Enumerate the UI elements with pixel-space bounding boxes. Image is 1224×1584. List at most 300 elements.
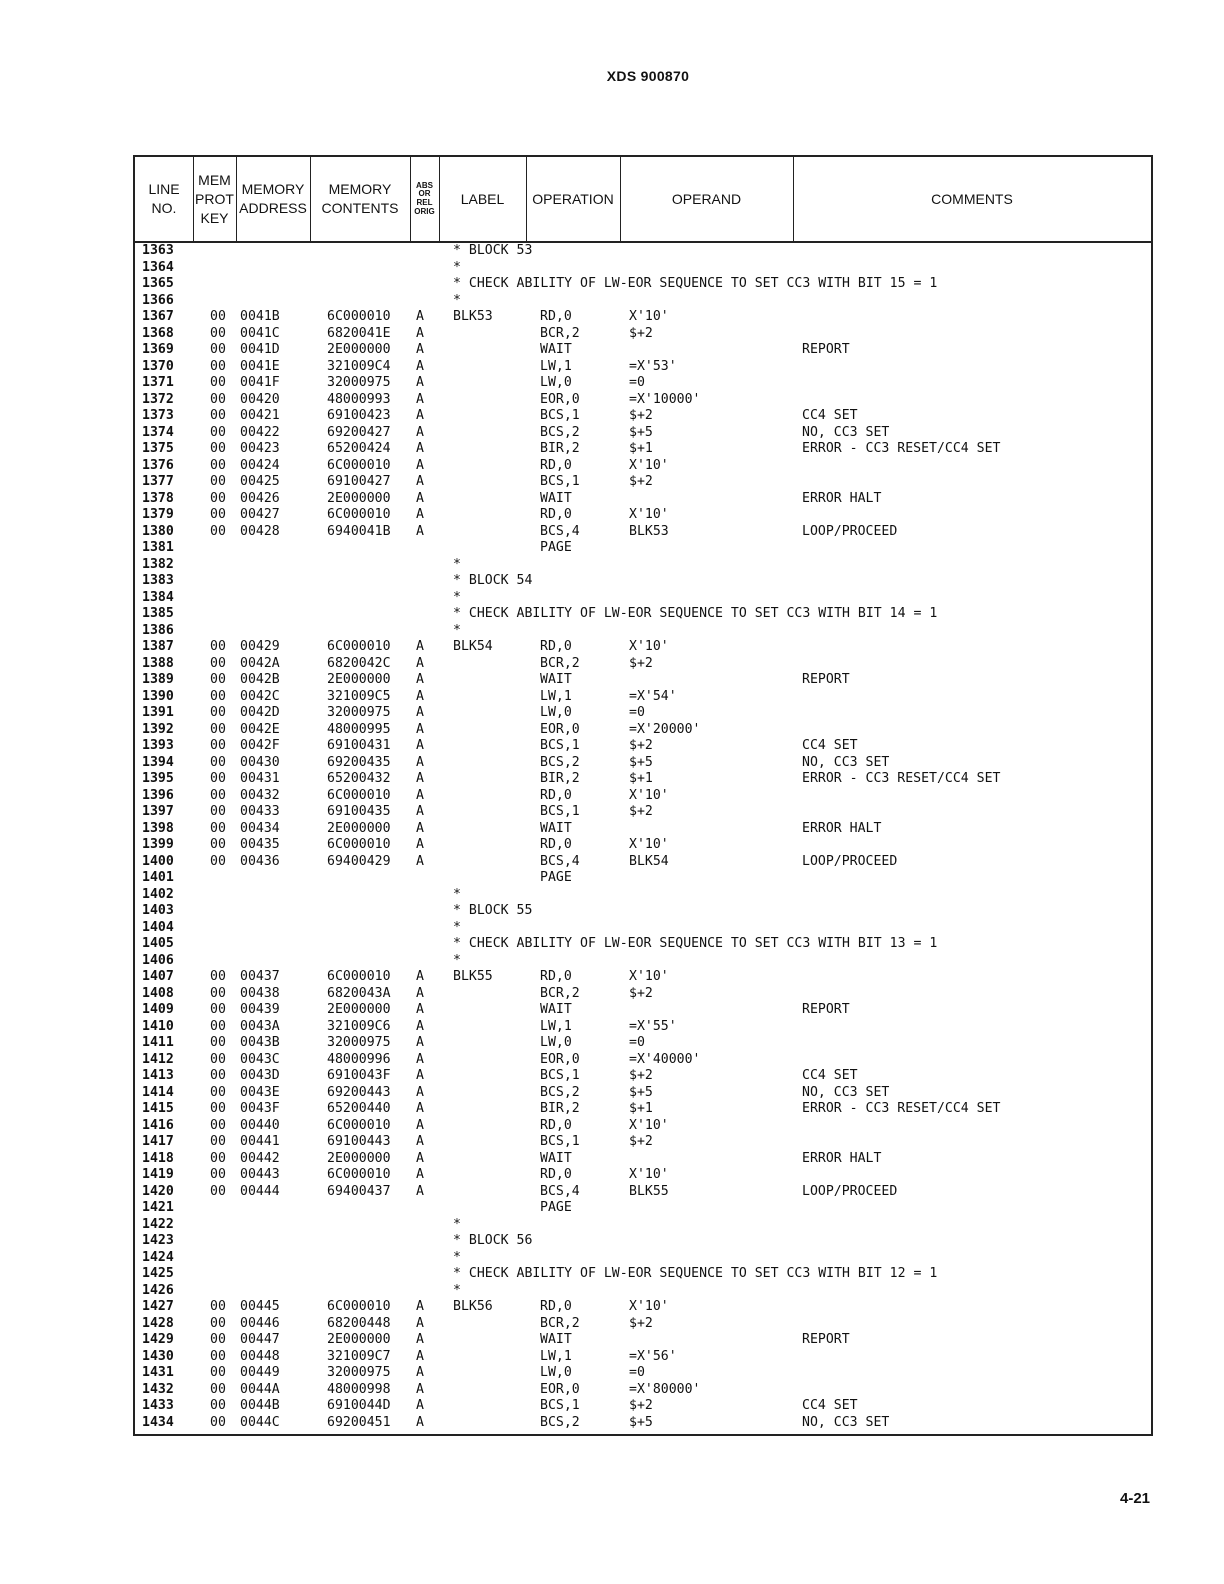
comment-line: * xyxy=(453,292,461,308)
line-number: 1396 xyxy=(142,787,174,803)
mem-prot-key: 00 xyxy=(210,1101,226,1116)
memory-contents: 6910044D xyxy=(327,1398,391,1413)
table-row xyxy=(135,309,1151,326)
table-row xyxy=(135,1266,1151,1283)
table-header xyxy=(135,157,1151,243)
comments: LOOP/PROCEED xyxy=(802,523,898,539)
mem-prot-key: 00 xyxy=(210,441,226,456)
table-row xyxy=(135,1068,1151,1085)
operand: =X'20000' xyxy=(629,721,701,737)
operation: EOR,0 xyxy=(540,1381,580,1397)
memory-address: 00432 xyxy=(240,787,280,803)
memory-contents: 6C000010 xyxy=(327,1117,391,1133)
comments: REPORT xyxy=(802,1332,850,1347)
comment-line: * BLOCK 55 xyxy=(453,903,533,918)
operand: $+2 xyxy=(629,985,653,1001)
mem-prot-key: 00 xyxy=(210,1348,226,1364)
memory-address: 0042B xyxy=(240,672,280,687)
operand: $+2 xyxy=(629,1398,653,1413)
memory-contents: 6C000010 xyxy=(327,837,391,852)
table-row xyxy=(135,887,1151,904)
abs-rel-flag: A xyxy=(416,507,424,522)
table-row xyxy=(135,1200,1151,1217)
mem-prot-key: 00 xyxy=(210,688,226,704)
table-row xyxy=(135,1299,1151,1316)
line-number: 1424 xyxy=(142,1249,174,1265)
operation: BCS,1 xyxy=(540,474,580,489)
abs-rel-flag: A xyxy=(416,820,424,836)
memory-address: 00443 xyxy=(240,1167,280,1182)
mem-prot-key: 00 xyxy=(210,1414,226,1430)
memory-address: 0043C xyxy=(240,1051,280,1067)
mem-prot-key: 00 xyxy=(210,309,226,324)
operand: =X'80000' xyxy=(629,1381,701,1397)
operation: RD,0 xyxy=(540,787,572,803)
mem-prot-key: 00 xyxy=(210,358,226,374)
abs-rel-flag: A xyxy=(416,523,424,539)
abs-rel-flag: A xyxy=(416,705,424,720)
operand: $+2 xyxy=(629,1315,653,1331)
comments: NO, CC3 SET xyxy=(802,1414,890,1430)
table-row xyxy=(135,524,1151,541)
comment-line: * BLOCK 56 xyxy=(453,1233,533,1248)
memory-address: 00428 xyxy=(240,523,280,539)
mem-prot-key: 00 xyxy=(210,771,226,786)
mem-prot-key: 00 xyxy=(210,490,226,506)
memory-address: 00420 xyxy=(240,391,280,407)
memory-contents: 6820042C xyxy=(327,655,391,671)
line-number: 1399 xyxy=(142,837,174,852)
mem-prot-key: 00 xyxy=(210,391,226,407)
operation: BCS,2 xyxy=(540,1084,580,1100)
mem-prot-key: 00 xyxy=(210,1167,226,1182)
abs-rel-flag: A xyxy=(416,358,424,374)
operation: WAIT xyxy=(540,1150,572,1166)
abs-rel-flag: A xyxy=(416,325,424,341)
operand: =X'54' xyxy=(629,688,677,704)
table-row xyxy=(135,689,1151,706)
label: BLK53 xyxy=(453,309,493,324)
memory-address: 0042A xyxy=(240,655,280,671)
table-row xyxy=(135,1134,1151,1151)
operation: PAGE xyxy=(540,1200,572,1215)
memory-contents: 2E000000 xyxy=(327,342,391,357)
memory-address: 0042C xyxy=(240,688,280,704)
memory-contents: 69400429 xyxy=(327,853,391,869)
mem-prot-key: 00 xyxy=(210,804,226,819)
abs-rel-flag: A xyxy=(416,1117,424,1133)
memory-address: 0044B xyxy=(240,1398,280,1413)
memory-contents: 32000975 xyxy=(327,705,391,720)
table-row xyxy=(135,1184,1151,1201)
line-number: 1368 xyxy=(142,325,174,341)
operation: BCS,1 xyxy=(540,804,580,819)
line-number: 1406 xyxy=(142,952,174,968)
memory-contents: 32000975 xyxy=(327,1035,391,1050)
table-row xyxy=(135,1085,1151,1102)
memory-address: 00444 xyxy=(240,1183,280,1199)
abs-rel-flag: A xyxy=(416,1150,424,1166)
table-row xyxy=(135,1002,1151,1019)
operation: LW,0 xyxy=(540,1365,572,1380)
abs-rel-flag: A xyxy=(416,441,424,456)
mem-prot-key: 00 xyxy=(210,457,226,473)
table-row xyxy=(135,903,1151,920)
abs-rel-flag: A xyxy=(416,853,424,869)
memory-contents: 321009C5 xyxy=(327,688,391,704)
operation: LW,1 xyxy=(540,1348,572,1364)
line-number: 1388 xyxy=(142,655,174,671)
memory-address: 00421 xyxy=(240,408,280,423)
operation: WAIT xyxy=(540,342,572,357)
abs-rel-flag: A xyxy=(416,985,424,1001)
operand: $+5 xyxy=(629,1084,653,1100)
table-row xyxy=(135,788,1151,805)
table-row xyxy=(135,870,1151,887)
abs-rel-flag: A xyxy=(416,1381,424,1397)
table-row xyxy=(135,705,1151,722)
line-number: 1394 xyxy=(142,754,174,770)
line-number: 1378 xyxy=(142,490,174,506)
comments: CC4 SET xyxy=(802,1398,858,1413)
line-number: 1430 xyxy=(142,1348,174,1364)
table-row xyxy=(135,1365,1151,1382)
line-number: 1431 xyxy=(142,1365,174,1380)
memory-address: 00445 xyxy=(240,1299,280,1314)
abs-rel-flag: A xyxy=(416,1348,424,1364)
memory-contents: 2E000000 xyxy=(327,1002,391,1017)
memory-contents: 2E000000 xyxy=(327,1150,391,1166)
memory-contents: 68200448 xyxy=(327,1315,391,1331)
label: BLK54 xyxy=(453,639,493,654)
listing-rows xyxy=(135,243,1151,1431)
line-number: 1363 xyxy=(142,243,174,258)
memory-address: 00424 xyxy=(240,457,280,473)
abs-rel-flag: A xyxy=(416,738,424,753)
table-row xyxy=(135,1332,1151,1349)
comment-line: * CHECK ABILITY OF LW-EOR SEQUENCE TO SET CC3 WITH BIT 13 = 1 xyxy=(453,936,938,951)
line-number: 1366 xyxy=(142,292,174,308)
memory-address: 00441 xyxy=(240,1134,280,1149)
table-row xyxy=(135,458,1151,475)
comment-line: * CHECK ABILITY OF LW-EOR SEQUENCE TO SET CC3 WITH BIT 15 = 1 xyxy=(453,276,938,291)
abs-rel-flag: A xyxy=(416,1002,424,1017)
memory-contents: 65200432 xyxy=(327,771,391,786)
operation: BCS,2 xyxy=(540,1414,580,1430)
memory-contents: 69100427 xyxy=(327,474,391,489)
line-number: 1367 xyxy=(142,309,174,324)
comments: REPORT xyxy=(802,1002,850,1017)
comments: LOOP/PROCEED xyxy=(802,853,898,869)
table-row xyxy=(135,342,1151,359)
operation: RD,0 xyxy=(540,969,572,984)
line-number: 1419 xyxy=(142,1167,174,1182)
line-number: 1384 xyxy=(142,589,174,605)
line-number: 1401 xyxy=(142,870,174,885)
table-row xyxy=(135,804,1151,821)
comment-line: * xyxy=(453,1216,461,1232)
table-row xyxy=(135,359,1151,376)
memory-contents: 6820041E xyxy=(327,325,391,341)
comment-line: * xyxy=(453,589,461,605)
operation: RD,0 xyxy=(540,457,572,473)
comments: NO, CC3 SET xyxy=(802,754,890,770)
abs-rel-flag: A xyxy=(416,490,424,506)
memory-contents: 321009C6 xyxy=(327,1018,391,1034)
line-number: 1392 xyxy=(142,721,174,737)
operation: WAIT xyxy=(540,490,572,506)
memory-contents: 321009C7 xyxy=(327,1348,391,1364)
line-number: 1387 xyxy=(142,639,174,654)
mem-prot-key: 00 xyxy=(210,639,226,654)
comment-line: * xyxy=(453,622,461,638)
operation: RD,0 xyxy=(540,1117,572,1133)
memory-contents: 69100435 xyxy=(327,804,391,819)
memory-address: 0041B xyxy=(240,309,280,324)
mem-prot-key: 00 xyxy=(210,408,226,423)
comment-line: * xyxy=(453,1282,461,1298)
comment-line: * BLOCK 53 xyxy=(453,243,533,258)
operand: $+2 xyxy=(629,804,653,819)
memory-contents: 69100443 xyxy=(327,1134,391,1149)
operation: BCS,1 xyxy=(540,408,580,423)
operand: =0 xyxy=(629,1365,645,1380)
line-number: 1420 xyxy=(142,1183,174,1199)
table-row xyxy=(135,722,1151,739)
operation: WAIT xyxy=(540,1002,572,1017)
line-number: 1405 xyxy=(142,936,174,951)
comment-line: * xyxy=(453,556,461,572)
operation: BCS,4 xyxy=(540,853,580,869)
abs-rel-flag: A xyxy=(416,1051,424,1067)
table-row xyxy=(135,1233,1151,1250)
memory-address: 00430 xyxy=(240,754,280,770)
line-number: 1425 xyxy=(142,1266,174,1281)
header-line-no: LINE NO. xyxy=(148,181,180,216)
operand: $+2 xyxy=(629,325,653,341)
table-row xyxy=(135,474,1151,491)
mem-prot-key: 00 xyxy=(210,787,226,803)
comment-line: * xyxy=(453,259,461,275)
line-number: 1403 xyxy=(142,903,174,918)
comment-line: * xyxy=(453,952,461,968)
mem-prot-key: 00 xyxy=(210,738,226,753)
listing-table xyxy=(133,155,1153,1436)
memory-address: 00437 xyxy=(240,969,280,984)
table-row xyxy=(135,920,1151,937)
line-number: 1373 xyxy=(142,408,174,423)
line-number: 1409 xyxy=(142,1002,174,1017)
operation: PAGE xyxy=(540,540,572,555)
operation: BCS,4 xyxy=(540,523,580,539)
operation: RD,0 xyxy=(540,309,572,324)
comments: NO, CC3 SET xyxy=(802,1084,890,1100)
comments: REPORT xyxy=(802,672,850,687)
operand: $+5 xyxy=(629,754,653,770)
memory-contents: 6910043F xyxy=(327,1068,391,1083)
line-number: 1374 xyxy=(142,424,174,440)
abs-rel-flag: A xyxy=(416,837,424,852)
table-row xyxy=(135,375,1151,392)
memory-contents: 69100423 xyxy=(327,408,391,423)
operand: X'10' xyxy=(629,309,669,324)
line-number: 1398 xyxy=(142,820,174,836)
line-number: 1402 xyxy=(142,886,174,902)
memory-address: 0041C xyxy=(240,325,280,341)
abs-rel-flag: A xyxy=(416,391,424,407)
mem-prot-key: 00 xyxy=(210,325,226,341)
mem-prot-key: 00 xyxy=(210,342,226,357)
operand: =0 xyxy=(629,705,645,720)
table-row xyxy=(135,821,1151,838)
table-row xyxy=(135,1118,1151,1135)
line-number: 1370 xyxy=(142,358,174,374)
memory-contents: 65200424 xyxy=(327,441,391,456)
comments: ERROR HALT xyxy=(802,490,882,506)
operation: BIR,2 xyxy=(540,771,580,786)
line-number: 1415 xyxy=(142,1101,174,1116)
memory-address: 00425 xyxy=(240,474,280,489)
operand: =X'53' xyxy=(629,358,677,374)
memory-contents: 2E000000 xyxy=(327,672,391,687)
memory-address: 0042E xyxy=(240,721,280,737)
mem-prot-key: 00 xyxy=(210,1084,226,1100)
mem-prot-key: 00 xyxy=(210,1315,226,1331)
comment-line: * xyxy=(453,919,461,935)
operation: WAIT xyxy=(540,672,572,687)
memory-contents: 65200440 xyxy=(327,1101,391,1116)
operand: X'10' xyxy=(629,787,669,803)
mem-prot-key: 00 xyxy=(210,1068,226,1083)
table-row xyxy=(135,986,1151,1003)
abs-rel-flag: A xyxy=(416,1035,424,1050)
operand: BLK53 xyxy=(629,523,669,539)
table-row xyxy=(135,326,1151,343)
operation: RD,0 xyxy=(540,507,572,522)
memory-address: 0044A xyxy=(240,1381,280,1397)
memory-address: 0043F xyxy=(240,1101,280,1116)
abs-rel-flag: A xyxy=(416,688,424,704)
abs-rel-flag: A xyxy=(416,1365,424,1380)
mem-prot-key: 00 xyxy=(210,1365,226,1380)
line-number: 1372 xyxy=(142,391,174,407)
memory-address: 00449 xyxy=(240,1365,280,1380)
table-row xyxy=(135,590,1151,607)
abs-rel-flag: A xyxy=(416,342,424,357)
line-number: 1411 xyxy=(142,1035,174,1050)
mem-prot-key: 00 xyxy=(210,474,226,489)
mem-prot-key: 00 xyxy=(210,820,226,836)
abs-rel-flag: A xyxy=(416,474,424,489)
operation: EOR,0 xyxy=(540,1051,580,1067)
operation: BCS,1 xyxy=(540,1068,580,1083)
operation: BIR,2 xyxy=(540,441,580,456)
abs-rel-flag: A xyxy=(416,1068,424,1083)
abs-rel-flag: A xyxy=(416,754,424,770)
mem-prot-key: 00 xyxy=(210,853,226,869)
table-row xyxy=(135,1167,1151,1184)
operation: WAIT xyxy=(540,1332,572,1347)
operand: =0 xyxy=(629,1035,645,1050)
table-row xyxy=(135,623,1151,640)
mem-prot-key: 00 xyxy=(210,1035,226,1050)
comments: ERROR HALT xyxy=(802,820,882,836)
memory-contents: 2E000000 xyxy=(327,490,391,506)
mem-prot-key: 00 xyxy=(210,1299,226,1314)
abs-rel-flag: A xyxy=(416,1101,424,1116)
mem-prot-key: 00 xyxy=(210,1332,226,1347)
table-row xyxy=(135,491,1151,508)
memory-address: 00426 xyxy=(240,490,280,506)
mem-prot-key: 00 xyxy=(210,1150,226,1166)
memory-contents: 48000998 xyxy=(327,1381,391,1397)
operation: BCS,1 xyxy=(540,1134,580,1149)
line-number: 1393 xyxy=(142,738,174,753)
table-row xyxy=(135,1382,1151,1399)
table-row xyxy=(135,425,1151,442)
memory-contents: 6940041B xyxy=(327,523,391,539)
mem-prot-key: 00 xyxy=(210,754,226,770)
comments: ERROR - CC3 RESET/CC4 SET xyxy=(802,1101,1001,1116)
operation: BIR,2 xyxy=(540,1101,580,1116)
operand: $+2 xyxy=(629,738,653,753)
comments: REPORT xyxy=(802,342,850,357)
table-row xyxy=(135,557,1151,574)
mem-prot-key: 00 xyxy=(210,655,226,671)
operand: X'10' xyxy=(629,837,669,852)
memory-address: 0042D xyxy=(240,705,280,720)
memory-address: 00448 xyxy=(240,1348,280,1364)
abs-rel-flag: A xyxy=(416,309,424,324)
table-row xyxy=(135,1217,1151,1234)
line-number: 1432 xyxy=(142,1381,174,1397)
abs-rel-flag: A xyxy=(416,804,424,819)
operation: BCS,2 xyxy=(540,424,580,440)
memory-address: 00440 xyxy=(240,1117,280,1133)
operand: $+5 xyxy=(629,1414,653,1430)
operand: X'10' xyxy=(629,969,669,984)
table-row xyxy=(135,573,1151,590)
table-row xyxy=(135,837,1151,854)
abs-rel-flag: A xyxy=(416,787,424,803)
line-number: 1410 xyxy=(142,1018,174,1034)
table-row xyxy=(135,738,1151,755)
line-number: 1429 xyxy=(142,1332,174,1347)
line-number: 1412 xyxy=(142,1051,174,1067)
abs-rel-flag: A xyxy=(416,1398,424,1413)
comment-line: * BLOCK 54 xyxy=(453,573,533,588)
operation: EOR,0 xyxy=(540,391,580,407)
line-number: 1421 xyxy=(142,1200,174,1215)
memory-address: 00438 xyxy=(240,985,280,1001)
comments: ERROR - CC3 RESET/CC4 SET xyxy=(802,771,1001,786)
mem-prot-key: 00 xyxy=(210,1381,226,1397)
memory-address: 0041E xyxy=(240,358,280,374)
table-row xyxy=(135,540,1151,557)
memory-address: 0041D xyxy=(240,342,280,357)
operation: BCR,2 xyxy=(540,325,580,341)
mem-prot-key: 00 xyxy=(210,1051,226,1067)
memory-address: 0043D xyxy=(240,1068,280,1083)
table-row xyxy=(135,260,1151,277)
line-number: 1428 xyxy=(142,1315,174,1331)
mem-prot-key: 00 xyxy=(210,1117,226,1133)
operand: $+2 xyxy=(629,408,653,423)
memory-contents: 69200443 xyxy=(327,1084,391,1100)
table-row xyxy=(135,243,1151,260)
memory-address: 00429 xyxy=(240,639,280,654)
operation: LW,1 xyxy=(540,358,572,374)
